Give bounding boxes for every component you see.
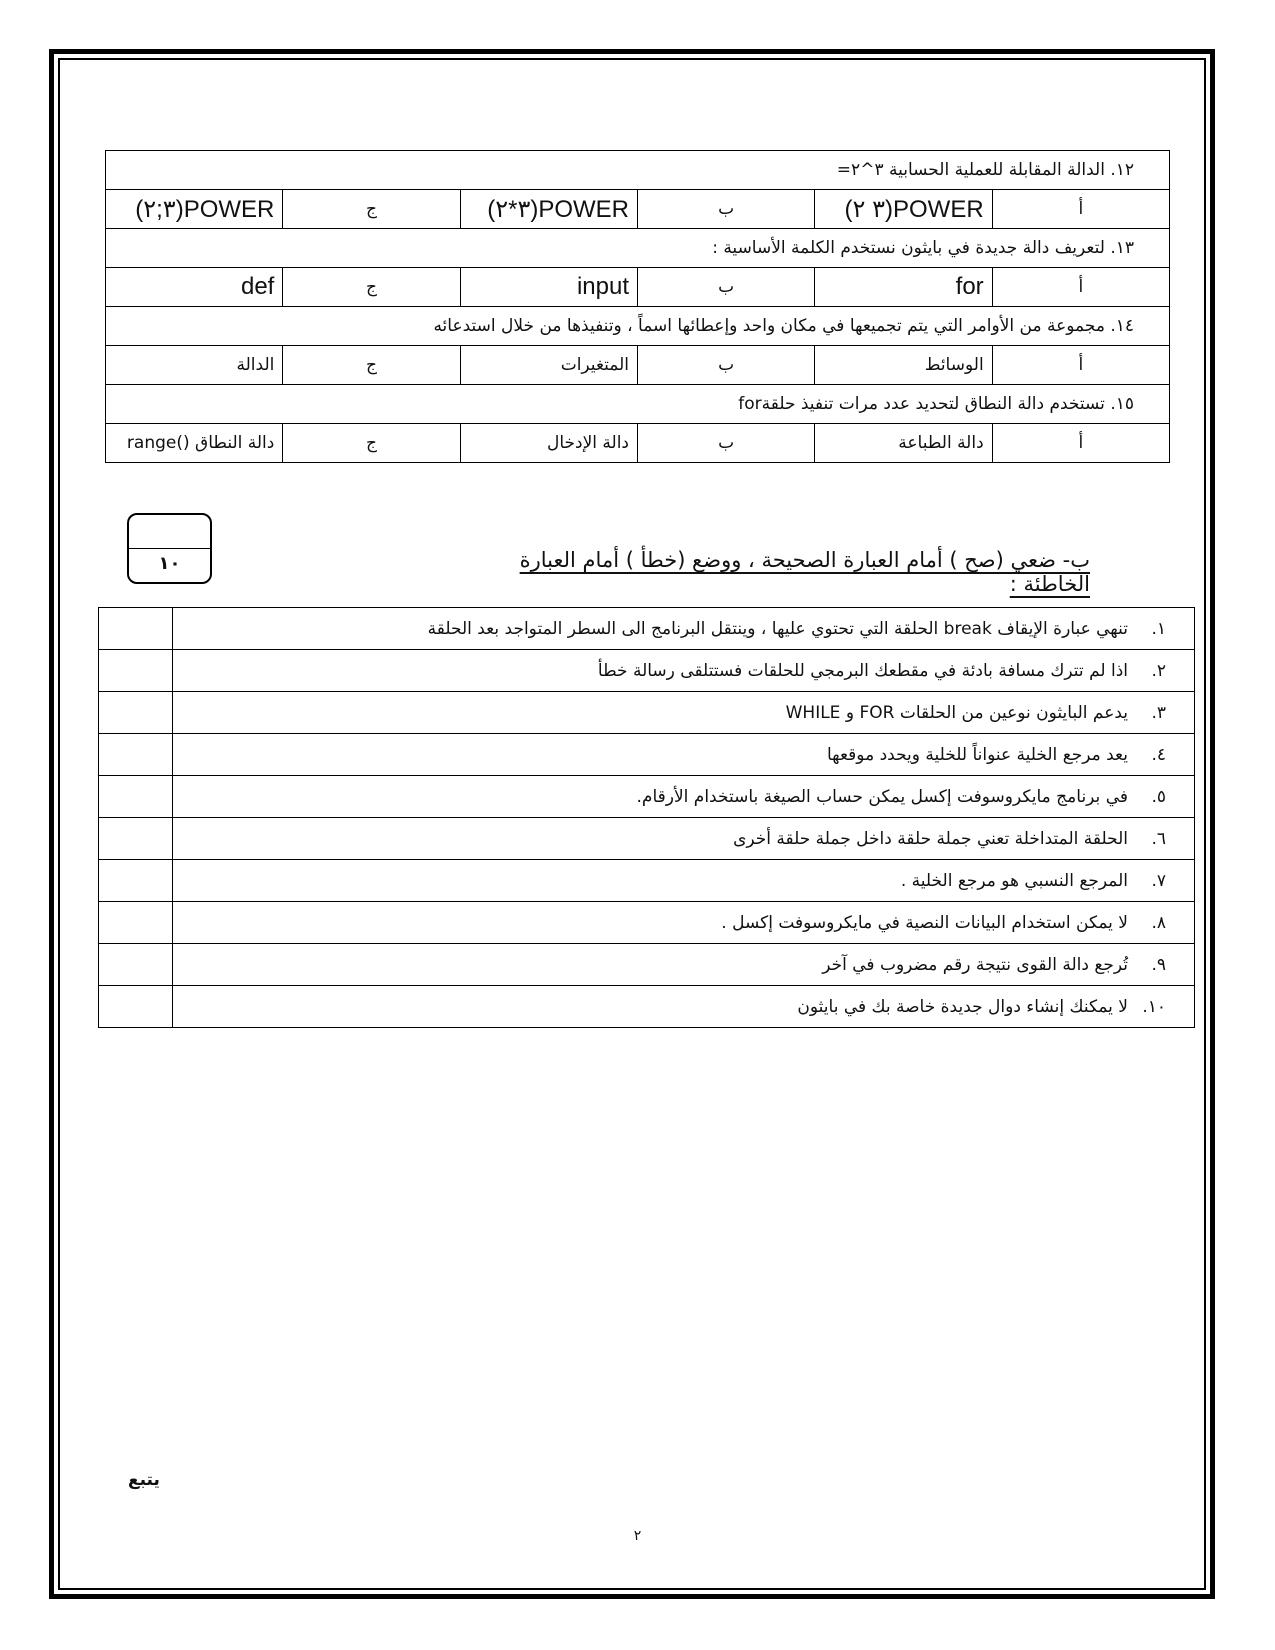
option-b[interactable]: دالة الإدخال <box>460 424 637 463</box>
statement-row <box>99 818 1195 860</box>
section-b-title: ب- ضعي (صح ) أمام العبارة الصحيحة ، ووضع (خطأ ) أمام العبارة الخاطئة : <box>519 548 1090 596</box>
statement-body: المرجع النسبي هو مرجع الخلية . <box>900 870 1128 891</box>
score-box <box>127 513 212 584</box>
statement-number: ٧. <box>1151 870 1166 891</box>
statement-number: ٥. <box>1151 786 1166 807</box>
continue-label: يتبع <box>128 1470 160 1490</box>
option-letter-a: أ <box>992 268 1169 307</box>
question-text: ١٢. الدالة المقابلة للعملية الحسابية ٣^٢= <box>106 151 1170 190</box>
statement-row <box>99 902 1195 944</box>
statement-body: تنهي عبارة الإيقاف break الحلقة التي تحتوي عليها ، وينتقل البرنامج الى السطر المتواجد بعد الحلقة <box>427 618 1128 639</box>
statement-row <box>99 944 1195 986</box>
statement-body: يدعم البايثون نوعين من الحلقات FOR و WHILE <box>785 702 1128 723</box>
statement-row <box>99 860 1195 902</box>
statement-text <box>173 776 1195 818</box>
option-c[interactable]: دالة النطاق ()range <box>106 424 283 463</box>
option-a[interactable]: الوسائط <box>815 346 992 385</box>
answer-cell[interactable] <box>99 902 173 944</box>
option-a[interactable]: POWER(٣ ٢) <box>815 190 992 229</box>
answer-cell[interactable] <box>99 692 173 734</box>
answer-cell[interactable] <box>99 734 173 776</box>
option-letter-b: ب <box>638 268 815 307</box>
true-false-table <box>98 607 1195 1028</box>
question-text: ١٤. مجموعة من الأوامر التي يتم تجميعها في مكان واحد وإعطائها اسماً ، وتنفيذها من خلال استدعائه <box>106 307 1170 346</box>
statement-text <box>173 986 1195 1028</box>
option-a[interactable]: دالة الطباعة <box>815 424 992 463</box>
statement-number: ٦. <box>1151 828 1166 849</box>
statement-number: ١. <box>1151 618 1166 639</box>
answer-cell[interactable] <box>99 650 173 692</box>
options-row-15 <box>106 424 1170 463</box>
option-letter-a: أ <box>992 424 1169 463</box>
answer-cell[interactable] <box>99 608 173 650</box>
statement-text <box>173 818 1195 860</box>
answer-cell[interactable] <box>99 818 173 860</box>
score-divider <box>129 548 210 549</box>
statement-text <box>173 734 1195 776</box>
option-a[interactable]: for <box>815 268 992 307</box>
score-value: ١٠ <box>158 553 181 574</box>
statement-text <box>173 860 1195 902</box>
answer-cell[interactable] <box>99 860 173 902</box>
answer-cell[interactable] <box>99 776 173 818</box>
multiple-choice-table <box>105 150 1170 463</box>
option-letter-b: ب <box>638 424 815 463</box>
statement-text <box>173 692 1195 734</box>
option-c[interactable]: POWER(٣;٢) <box>106 190 283 229</box>
option-b[interactable]: input <box>460 268 637 307</box>
question-row-12 <box>106 151 1170 190</box>
statement-number: ٣. <box>1151 702 1166 723</box>
statement-number: ٩. <box>1151 954 1166 975</box>
question-row-14 <box>106 307 1170 346</box>
option-letter-c: ج <box>283 346 460 385</box>
option-letter-a: أ <box>992 190 1169 229</box>
option-letter-c: ج <box>283 424 460 463</box>
question-text: ١٣. لتعريف دالة جديدة في بايثون نستخدم الكلمة الأساسية : <box>106 229 1170 268</box>
option-letter-c: ج <box>283 268 460 307</box>
question-row-15 <box>106 385 1170 424</box>
statement-body: تُرجع دالة القوى نتيجة رقم مضروب في آخر <box>822 954 1128 975</box>
statement-text <box>173 608 1195 650</box>
statement-text <box>173 944 1195 986</box>
option-letter-c: ج <box>283 190 460 229</box>
statement-row <box>99 692 1195 734</box>
statement-row <box>99 986 1195 1028</box>
options-row-13 <box>106 268 1170 307</box>
page-number: ٢ <box>633 1528 642 1544</box>
statement-row <box>99 608 1195 650</box>
statement-body: لا يمكنك إنشاء دوال جديدة خاصة بك في بايثون <box>797 996 1128 1017</box>
options-row-14 <box>106 346 1170 385</box>
statement-text <box>173 650 1195 692</box>
statement-number: ٨. <box>1151 912 1166 933</box>
options-row-12 <box>106 190 1170 229</box>
statement-number: ٢. <box>1151 660 1166 681</box>
statement-body: يعد مرجع الخلية عنواناً للخلية ويحدد موقعها <box>826 744 1128 765</box>
statement-body: لا يمكن استخدام البيانات النصية في مايكروسوفت إكسل . <box>721 912 1128 933</box>
statement-number: ٤. <box>1151 744 1166 765</box>
option-letter-b: ب <box>638 346 815 385</box>
option-c[interactable]: الدالة <box>106 346 283 385</box>
option-c[interactable]: def <box>106 268 283 307</box>
question-text: ١٥. تستخدم دالة النطاق لتحديد عدد مرات تنفيذ حلقةfor <box>106 385 1170 424</box>
answer-cell[interactable] <box>99 986 173 1028</box>
statement-row <box>99 650 1195 692</box>
answer-cell[interactable] <box>99 944 173 986</box>
option-b[interactable]: POWER(٣*٢) <box>460 190 637 229</box>
statement-row <box>99 734 1195 776</box>
option-letter-a: أ <box>992 346 1169 385</box>
statement-body: الحلقة المتداخلة تعني جملة حلقة داخل جملة حلقة أخرى <box>733 828 1128 849</box>
option-letter-b: ب <box>638 190 815 229</box>
statement-number: ١٠. <box>1142 996 1166 1017</box>
statement-body: في برنامج مايكروسوفت إكسل يمكن حساب الصيغة باستخدام الأرقام. <box>636 786 1128 807</box>
statement-body: اذا لم تترك مسافة بادئة في مقطعك البرمجي للحلقات فستتلقى رسالة خطأ <box>597 660 1128 681</box>
statement-row <box>99 776 1195 818</box>
statement-text <box>173 902 1195 944</box>
option-b[interactable]: المتغيرات <box>460 346 637 385</box>
question-row-13 <box>106 229 1170 268</box>
